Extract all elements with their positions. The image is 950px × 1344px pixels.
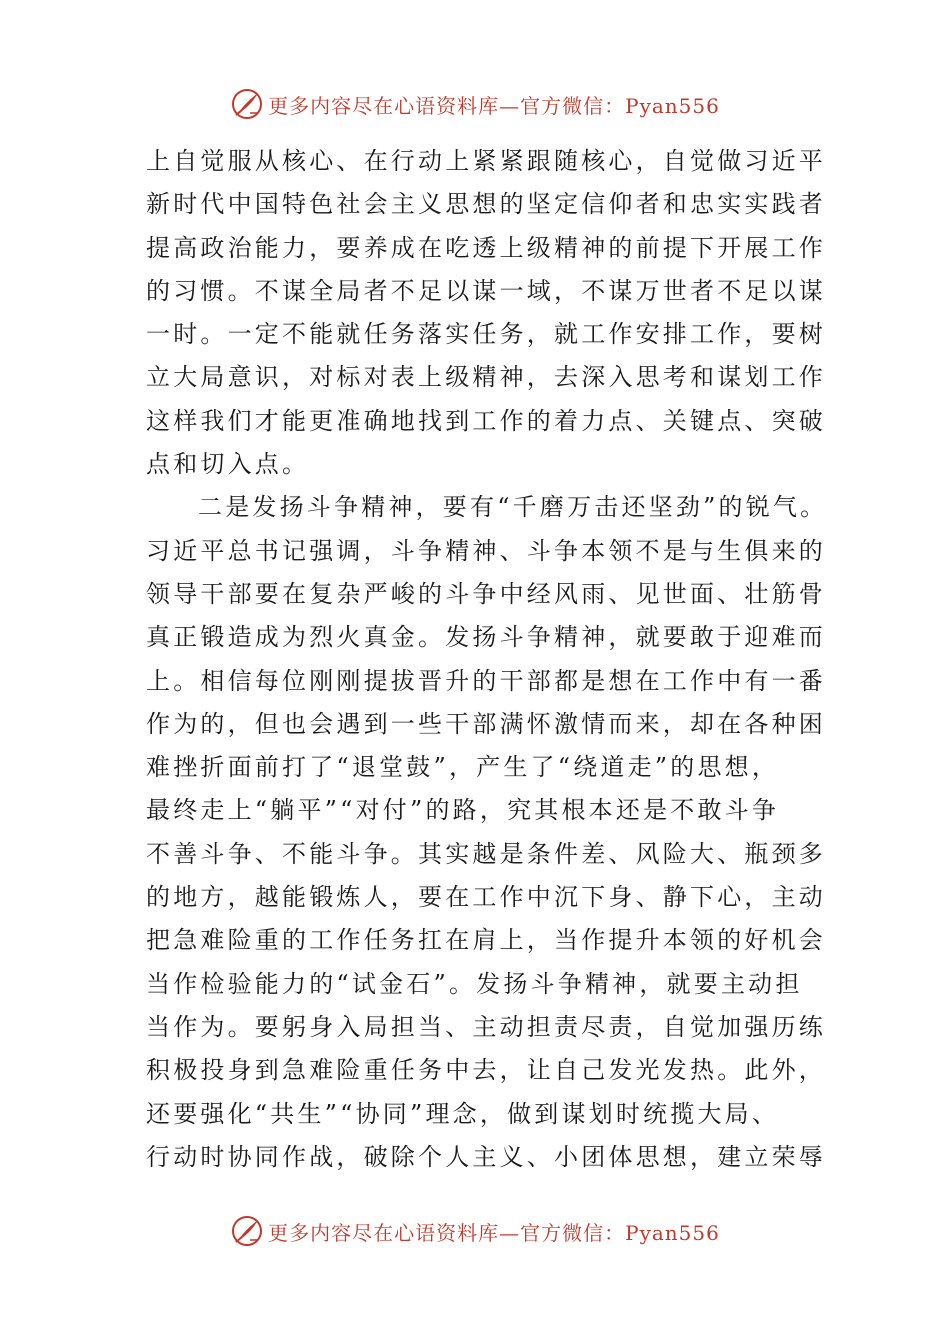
footer-banner-text: 更多内容尽在心语资料库—官方微信：Pyan556 (268, 1220, 720, 1245)
text-line-14: 作为的，但也会遇到一些干部满怀激情而来，却在各种困 (146, 709, 826, 738)
document-body (146, 140, 828, 1179)
text-line-18: 的地方，越能锻炼人，要在工作中沉下身、静下心，主动 (146, 883, 826, 912)
text-line-2: 新时代中国特色社会主义思想的坚定信仰者和忠实实践者 (146, 190, 826, 219)
text-line-22: 积极投身到急难险重任务中去，让自己发光发热。此外， (146, 1056, 826, 1085)
text-line-13: 上。相信每位刚刚提拔晋升的干部都是想在工作中有一番 (146, 666, 826, 695)
text-line-24: 行动时协同作战，破除个人主义、小团体思想，建立荣辱 (146, 1142, 826, 1171)
text-line-4: 的习惯。不谋全局者不足以谋一域，不谋万世者不足以谋 (146, 276, 826, 305)
paragraph-start-line-9: 二是发扬斗争精神，要有“千磨万击还坚劲”的锐气。 (198, 493, 828, 522)
text-line-8: 点和切入点。 (146, 450, 310, 479)
text-line-21: 当作为。要躬身入局担当、主动担责尽责，自觉加强历练 (146, 1012, 826, 1041)
text-line-17: 不善斗争、不能斗争。其实越是条件差、风险大、瓶颈多 (146, 839, 826, 868)
header-banner (0, 84, 950, 124)
text-line-23: 还要强化“共生”“协同”理念，做到谋划时统揽大局、 (146, 1099, 780, 1128)
text-line-20: 当作检验能力的“试金石”。发扬斗争精神，就要主动担 (146, 969, 803, 998)
text-line-12: 真正锻造成为烈火真金。发扬斗争精神，就要敢于迎难而 (146, 623, 826, 652)
text-line-7: 这样我们才能更准确地找到工作的着力点、关键点、突破 (146, 406, 826, 435)
text-line-5: 一时。一定不能就任务落实任务，就工作安排工作，要树 (146, 320, 826, 349)
text-line-15: 难挫折面前打了“退堂鼓”，产生了“绕道走”的思想， (146, 753, 780, 782)
quill-pen-logo-icon (230, 87, 264, 121)
text-line-1: 上自觉服从核心、在行动上紧紧跟随核心，自觉做习近平 (146, 147, 826, 175)
text-line-19: 把急难险重的工作任务扛在肩上，当作提升本领的好机会 (146, 926, 826, 955)
footer-banner (0, 1211, 950, 1251)
header-banner-text: 更多内容尽在心语资料库—官方微信：Pyan556 (268, 93, 720, 118)
quill-pen-logo-icon (230, 1214, 264, 1248)
text-line-6: 立大局意识，对标对表上级精神，去深入思考和谋划工作 (146, 363, 826, 392)
text-line-3: 提高政治能力，要养成在吃透上级精神的前提下开展工作 (146, 233, 826, 262)
text-line-11: 领导干部要在复杂严峻的斗争中经风雨、见世面、壮筋骨 (146, 579, 826, 608)
text-line-10: 习近平总书记强调，斗争精神、斗争本领不是与生俱来的 (146, 536, 826, 565)
text-line-16: 最终走上“躺平”“对付”的路，究其根本还是不敢斗争 (146, 796, 780, 825)
